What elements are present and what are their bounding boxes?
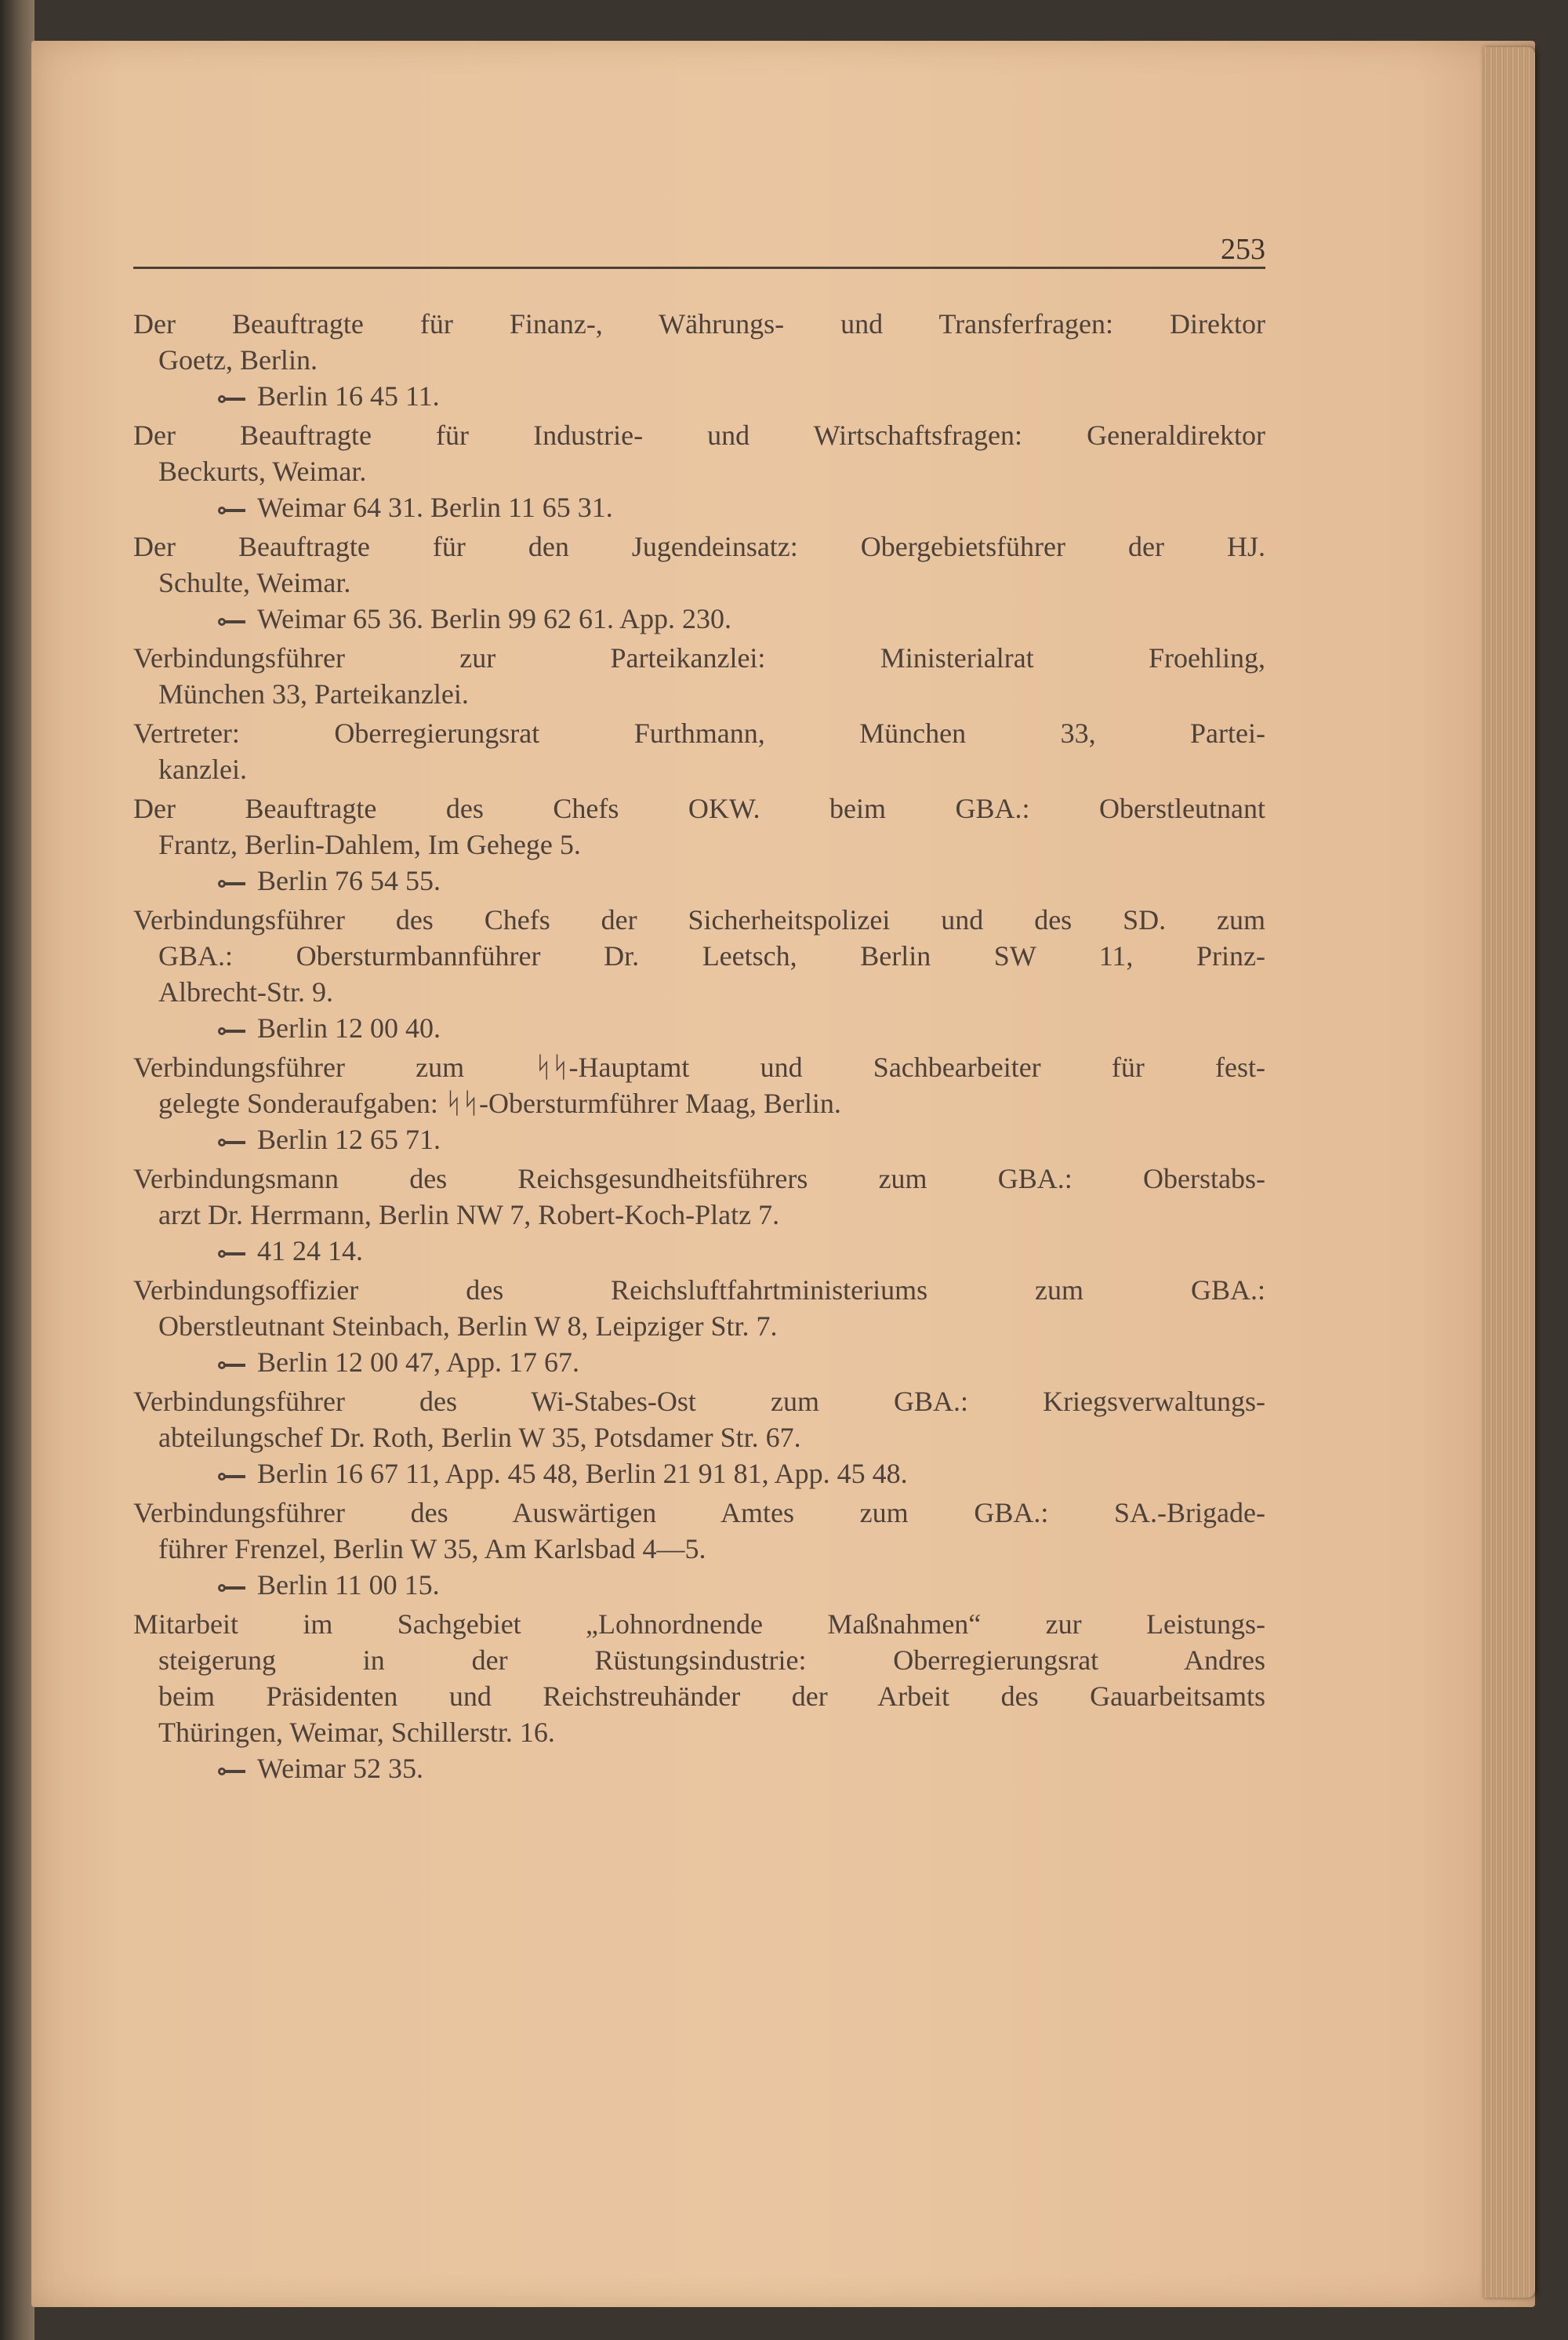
phone-number: Weimar 64 31. Berlin 11 65 31. bbox=[257, 492, 613, 523]
entry-text-line: Verbindungsführer des Chefs der Sicherheitspolizei und des SD. zum bbox=[133, 904, 1265, 936]
page-number: 253 bbox=[1221, 233, 1265, 266]
entry-text-line: beim Präsidenten und Reichstreuhänder der Arbeit des Gauarbeitsamts bbox=[158, 1681, 1265, 1712]
directory-entry bbox=[133, 1161, 1265, 1269]
phone-number: Berlin 16 45 11. bbox=[257, 380, 440, 412]
entry-text-line: Verbindungsführer zum ᛋᛋ-Hauptamt und Sachbearbeiter für fest- bbox=[133, 1052, 1265, 1083]
entry-text-line: Mitarbeit im Sachgebiet „Lohnordnende Maßnahmen“ zur Leistungs- bbox=[133, 1608, 1265, 1640]
page-edges bbox=[1482, 47, 1535, 2298]
phone-number: Berlin 12 00 47, App. 17 67. bbox=[257, 1346, 579, 1378]
book-spine bbox=[0, 0, 34, 2340]
directory-entry bbox=[133, 1049, 1265, 1157]
entry-text-line: Verbindungsmann des Reichsgesundheitsführers zum GBA.: Oberstabs- bbox=[133, 1163, 1265, 1194]
phone-number: Berlin 76 54 55. bbox=[257, 865, 441, 896]
entry-phone bbox=[133, 1750, 1265, 1786]
entry-phone bbox=[133, 1344, 1265, 1380]
telephone-icon bbox=[218, 1023, 246, 1039]
phone-number: Weimar 65 36. Berlin 99 62 61. App. 230. bbox=[257, 603, 732, 634]
phone-number: 41 24 14. bbox=[257, 1235, 363, 1266]
directory-entry bbox=[133, 1272, 1265, 1380]
entry-text-line: München 33, Parteikanzlei. bbox=[158, 678, 469, 710]
entry-phone bbox=[133, 1010, 1265, 1046]
entry-text-line: Oberstleutnant Steinbach, Berlin W 8, Leipziger Str. 7. bbox=[158, 1310, 778, 1342]
telephone-icon bbox=[218, 614, 246, 630]
telephone-icon bbox=[218, 391, 246, 407]
telephone-icon bbox=[218, 1135, 246, 1150]
entry-text-line: Verbindungsführer zur Parteikanzlei: Ministerialrat Froehling, bbox=[133, 642, 1265, 674]
telephone-icon bbox=[218, 1580, 246, 1596]
entry-text-line: Der Beauftragte für den Jugendeinsatz: Obergebietsführer der HJ. bbox=[133, 531, 1265, 562]
phone-number: Berlin 16 67 11, App. 45 48, Berlin 21 91 81, App. 45 48. bbox=[257, 1458, 908, 1489]
entry-phone bbox=[133, 1233, 1265, 1269]
directory-entry bbox=[133, 1383, 1265, 1492]
entry-text-line: GBA.: Obersturmbannführer Dr. Leetsch, Berlin SW 11, Prinz- bbox=[158, 940, 1265, 972]
entry-phone bbox=[133, 489, 1265, 525]
entry-phone bbox=[133, 863, 1265, 899]
entry-text-line: gelegte Sonderaufgaben: ᛋᛋ-Obersturmführer Maag, Berlin. bbox=[158, 1088, 841, 1119]
telephone-icon bbox=[218, 876, 246, 892]
entry-text-line: Thüringen, Weimar, Schillerstr. 16. bbox=[158, 1717, 555, 1748]
telephone-icon bbox=[218, 1764, 246, 1779]
telephone-icon bbox=[218, 1469, 246, 1484]
phone-number: Berlin 12 00 40. bbox=[257, 1012, 441, 1044]
phone-number: Berlin 12 65 71. bbox=[257, 1124, 441, 1155]
telephone-icon bbox=[218, 503, 246, 518]
directory-entry bbox=[133, 715, 1265, 787]
entry-text-line: kanzlei. bbox=[158, 754, 247, 785]
phone-number: Berlin 11 00 15. bbox=[257, 1569, 440, 1601]
entry-text-line: führer Frenzel, Berlin W 35, Am Karlsbad 4—5. bbox=[158, 1533, 706, 1564]
entry-phone bbox=[133, 1121, 1265, 1157]
telephone-icon bbox=[218, 1246, 246, 1262]
entry-text-line: Goetz, Berlin. bbox=[158, 344, 318, 376]
directory-entry bbox=[133, 790, 1265, 899]
entry-text-line: abteilungschef Dr. Roth, Berlin W 35, Potsdamer Str. 67. bbox=[158, 1422, 801, 1453]
directory-entry bbox=[133, 902, 1265, 1046]
entry-text-line: Vertreter: Oberregierungsrat Furthmann, München 33, Partei- bbox=[133, 718, 1265, 749]
directory-entry bbox=[133, 640, 1265, 712]
entry-text-line: Verbindungsführer des Auswärtigen Amtes zum GBA.: SA.-Brigade- bbox=[133, 1497, 1265, 1528]
entry-phone bbox=[133, 1567, 1265, 1603]
entry-text-line: Der Beauftragte des Chefs OKW. beim GBA.: Oberstleutnant bbox=[133, 793, 1265, 824]
directory-entry bbox=[133, 1495, 1265, 1603]
telephone-icon bbox=[218, 1357, 246, 1373]
directory-entry bbox=[133, 306, 1265, 414]
entry-text-line: Schulte, Weimar. bbox=[158, 567, 351, 598]
entry-text-line: Albrecht-Str. 9. bbox=[158, 976, 333, 1008]
directory-entry bbox=[133, 529, 1265, 637]
entry-phone bbox=[133, 1455, 1265, 1492]
directory-entry bbox=[133, 1606, 1265, 1786]
phone-number: Weimar 52 35. bbox=[257, 1753, 424, 1784]
entry-text-line: Frantz, Berlin-Dahlem, Im Gehege 5. bbox=[158, 829, 581, 860]
entry-text-line: Beckurts, Weimar. bbox=[158, 456, 367, 487]
entry-text-line: Der Beauftragte für Finanz-, Währungs- und Transferfragen: Direktor bbox=[133, 308, 1265, 340]
entry-text-line: steigerung in der Rüstungsindustrie: Oberregierungsrat Andres bbox=[158, 1644, 1265, 1676]
entry-text-line: Verbindungsführer des Wi-Stabes-Ost zum GBA.: Kriegsverwaltungs- bbox=[133, 1386, 1265, 1417]
entry-text-line: arzt Dr. Herrmann, Berlin NW 7, Robert-Koch-Platz 7. bbox=[158, 1199, 780, 1230]
entry-phone bbox=[133, 601, 1265, 637]
directory-entries bbox=[133, 306, 1265, 1790]
directory-entry bbox=[133, 417, 1265, 525]
header-rule bbox=[133, 267, 1265, 269]
entry-text-line: Der Beauftragte für Industrie- und Wirtschaftsfragen: Generaldirektor bbox=[133, 420, 1265, 451]
entry-phone bbox=[133, 378, 1265, 414]
entry-text-line: Verbindungsoffizier des Reichsluftfahrtministeriums zum GBA.: bbox=[133, 1274, 1265, 1306]
